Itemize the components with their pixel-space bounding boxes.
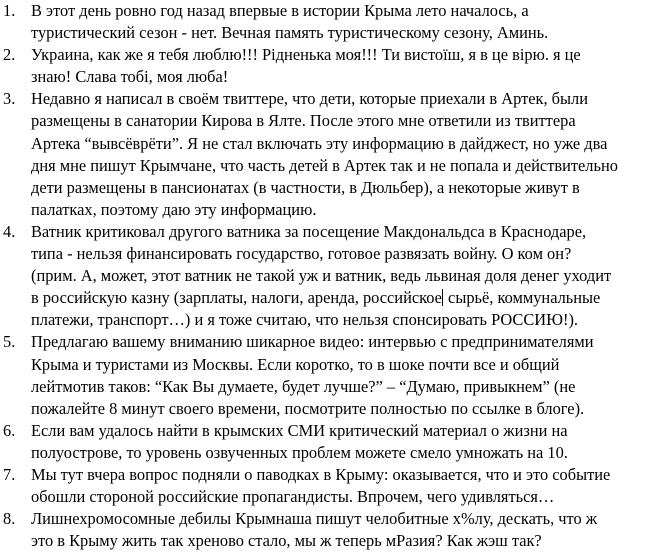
item-text — [31, 508, 659, 552]
list-item — [0, 0, 659, 44]
item-text — [31, 331, 659, 419]
item-number: 7. — [3, 464, 16, 484]
list-item — [0, 44, 659, 88]
text-line: Мы тут вчера вопрос подняли о паводках в Крыму: оказывается, что и это событие — [31, 464, 611, 484]
text-line: дня мне пишут Крымчане, что часть детей в Артек так и не попала и действительно — [31, 155, 618, 175]
item-text — [31, 44, 659, 88]
list-item — [0, 508, 659, 552]
text-line: лейтмотив таков: “Как Вы думаете, будет лучше?” – “Думаю, привыкнем” (не — [31, 376, 576, 396]
list-item — [0, 331, 659, 419]
text-line: Лишнехромосомные дебилы Крымнаша пишут челобитные х%лу, дескать, что ж — [31, 509, 598, 529]
text-line: Артека “вывсёврёти”. Я не стал включать эту информацию в дайджест, но уже два — [31, 133, 608, 153]
text-line: Предлагаю вашему вниманию шикарное видео: интервью с предпринимателями — [31, 332, 594, 352]
item-number: 3. — [3, 89, 16, 109]
item-number: 8. — [3, 509, 16, 529]
text-line: обошли стороной российские пропагандисты. Впрочем, чего удивляться… — [31, 487, 555, 507]
text-segment: сырьё, коммунальные — [448, 288, 601, 308]
text-line: знаю! Слава тобі, моя люба! — [31, 67, 229, 87]
list-item — [0, 221, 659, 331]
item-number: 6. — [3, 420, 16, 440]
text-line: Недавно я написал в своём твиттере, что дети, которые приехали в Артек, были — [31, 89, 588, 109]
item-text — [31, 221, 659, 331]
item-text — [31, 464, 659, 508]
text-line: полуострове, то уровень озвученных проблем можете смело умножать на 10. — [31, 442, 568, 462]
item-text — [31, 0, 659, 44]
text-line: пожалейте 8 минут своего времени, посмотрите полностью по ссылке в блоге). — [31, 398, 585, 418]
text-line: туристический сезон - нет. Вечная память туристическому сезону, Аминь. — [31, 23, 549, 43]
item-number: 4. — [3, 221, 16, 241]
text-line: (прим. А, может, этот ватник не такой уж и ватник, ведь львиная доля денег уходит — [31, 266, 612, 286]
text-line — [31, 287, 659, 309]
text-line: палатках, поэтому даю эту информацию. — [31, 199, 317, 219]
item-number: 1. — [3, 1, 16, 20]
text-cursor — [442, 289, 443, 306]
text-line: типа - нельзя финансировать государство, готовое развязать войну. О ком он? — [31, 244, 572, 264]
text-line: Если вам удалось найти в крымских СМИ критический материал о жизни на — [31, 420, 568, 440]
list-item — [0, 464, 659, 508]
item-number: 2. — [3, 45, 16, 65]
text-line: платежи, транспорт…) и я тоже считаю, что нельзя спонсировать РОССИЮ!). — [31, 310, 578, 330]
text-line: размещены в санатории Кирова в Ялте. После этого мне ответили из твиттера — [31, 111, 576, 131]
text-line: это в Крыму жить так хреново стало, мы ж теперь мРазия? Как жэш так? — [31, 531, 542, 551]
item-number: 5. — [3, 332, 16, 352]
item-text — [31, 420, 659, 464]
item-text — [31, 88, 659, 221]
text-line: Крыма и туристами из Москвы. Если коротко, то в шоке почти все и общий — [31, 354, 560, 374]
list-item — [0, 88, 659, 221]
text-line: дети размещены в пансионатах (в частности, в Дюльбер), а некоторые живут в — [31, 177, 580, 197]
text-line: В этот день ровно год назад впервые в истории Крыма лето началось, а — [31, 1, 529, 20]
text-segment: в российскую казну (зарплаты, налоги, аренда, российское — [31, 288, 442, 308]
text-line: Украина, как же я тебя люблю!!! Рідненька моя!!! Ти вистоїш, я в це вірю. я це — [31, 45, 581, 65]
text-line: Ватник критиковал другого ватника за посещение Макдональдса в Краснодаре, — [31, 221, 587, 241]
list-item — [0, 420, 659, 464]
